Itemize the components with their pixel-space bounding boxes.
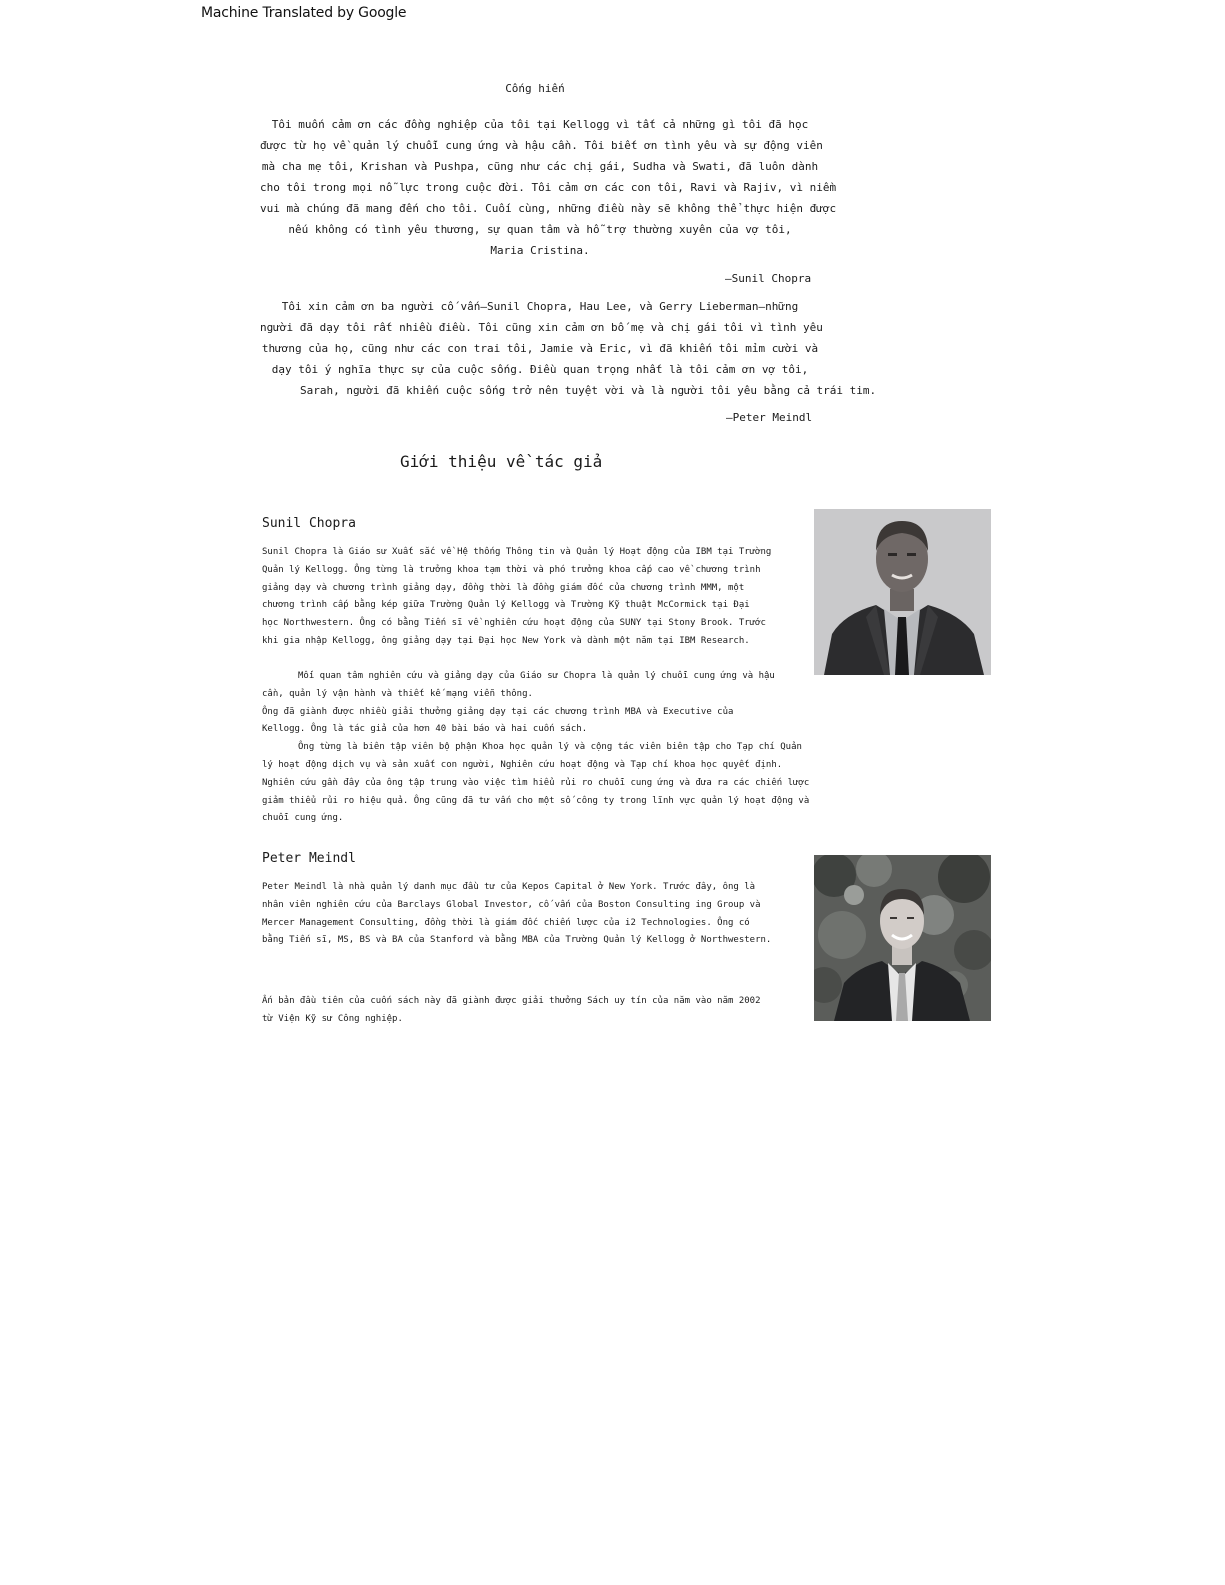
dedication-line: được từ họ về quản lý chuỗi cung ứng và hậu cần. Tôi biết ơn tình yêu và sự động viên (260, 139, 823, 152)
research-line: Nghiên cứu gần đây của ông tập trung vào việc tìm hiểu rủi ro chuỗi cung ứng và đưa ra các chiến lược (262, 777, 810, 788)
author-name-chopra: Sunil Chopra (262, 516, 356, 531)
dedication-line: Tôi xin cảm ơn ba người cố vấn—Sunil Chopra, Hau Lee, và Gerry Lieberman—những (281, 300, 799, 313)
dedication-line: Tôi muốn cảm ơn các đồng nghiệp của tôi tại Kellogg vì tất cả những gì tôi đã học (271, 118, 809, 131)
bio-line: chương trình cấp bằng kép giữa Trường Quản lý Kellogg và Trường Kỹ thuật McCormick tại Đại (262, 600, 750, 611)
author-name-meindl: Peter Meindl (262, 851, 356, 866)
dedication-title: Cống hiến (505, 82, 565, 95)
bio-line: học Northwestern. Ông có bằng Tiến sĩ về nghiên cứu hoạt động của SUNY tại Stony Brook. Trước (262, 618, 766, 629)
research-line: giảm thiểu rủi ro hiệu quả. Ông cũng đã tư vấn cho một số công ty trong lĩnh vực quản lý hoạt động và (262, 795, 810, 806)
bio-line: giảng dạy và chương trình giảng dạy, đồng thời là đồng giám đốc của chương trình MMM, một (262, 582, 745, 593)
dedication-line: Maria Cristina. (490, 244, 590, 257)
bio-line: khi gia nhập Kellogg, ông giảng dạy tại Đại học New York và dành một năm tại IBM Research. (262, 635, 750, 646)
dedication-line: người đã dạy tôi rất nhiều điều. Tôi cũng xin cảm ơn bố mẹ và chị gái tôi vì tình yêu (260, 321, 823, 334)
research-line: chuỗi cung ứng. (262, 813, 344, 824)
chopra-research (262, 668, 809, 828)
research-line: cần, quản lý vận hành và thiết kế mạng viễn thông. (262, 688, 533, 699)
dedication-signature-chopra: —Sunil Chopra (725, 272, 812, 285)
dedication-line: thương của họ, cũng như các con trai tôi, Jamie và Eric, vì đã khiến tôi mỉm cười và (261, 342, 819, 355)
about-authors-title: Giới thiệu về tác giả (400, 452, 603, 471)
award-note (262, 993, 761, 1029)
award-line: từ Viện Kỹ sư Công nghiệp. (262, 1013, 403, 1024)
chopra-photo (814, 509, 991, 675)
dedication-signature-meindl: —Peter Meindl (726, 411, 813, 424)
research-line: Ông đã giành được nhiều giải thưởng giảng dạy tại các chương trình MBA và Executive của (262, 706, 734, 717)
machine-translation-banner: Machine Translated by Google (201, 5, 407, 21)
dedication-line: cho tôi trong mọi nỗ lực trong cuộc đời. Tôi cảm ơn các con tôi, Ravi và Rajiv, vì niềm (260, 181, 837, 194)
chopra-bio (262, 544, 771, 651)
bio-line: nhân viên nghiên cứu của Barclays Global Investor, cố vấn của Boston Consulting ing Group và (262, 899, 761, 910)
meindl-photo (814, 855, 991, 1021)
research-line: lý hoạt động dịch vụ và sản xuất con người, Nghiên cứu hoạt động và Tạp chí khoa học quyết định. (262, 759, 783, 770)
bio-line: Sunil Chopra là Giáo sư Xuất sắc về Hệ thống Thông tin và Quản lý Hoạt động của IBM tại Trường (262, 547, 772, 557)
dedication-line: Sarah, người đã khiến cuộc sống trở nên tuyệt vời và là người tôi yêu bằng cả trái tim. (300, 384, 877, 397)
research-line: Mối quan tâm nghiên cứu và giảng dạy của Giáo sư Chopra là quản lý chuỗi cung ứng và hậu (298, 671, 775, 681)
award-line: Ấn bản đầu tiên của cuốn sách này đã giành được giải thưởng Sách uy tín của năm vào năm 2002 (262, 996, 761, 1006)
bio-line: Peter Meindl là nhà quản lý danh mục đầu tư của Kepos Capital ở New York. Trước đây, ông là (262, 882, 756, 892)
research-line: Kellogg. Ông là tác giả của hơn 40 bài báo và hai cuốn sách. (262, 724, 588, 735)
dedication-line: vui mà chúng đã mang đến cho tôi. Cuối cùng, những điều này sẽ không thể thực hiện được (260, 202, 837, 215)
dedication-line: dạy tôi ý nghĩa thực sự của cuộc sống. Điều quan trọng nhất là tôi cảm ơn vợ tôi, (271, 363, 809, 376)
bio-line: Mercer Management Consulting, đồng thời là giám đốc chiến lược của i2 Technologies. Ông có (262, 917, 750, 928)
bio-line: Quản lý Kellogg. Ông từng là trưởng khoa tạm thời và phó trưởng khoa cấp cao về chương trình (262, 564, 761, 575)
research-line: Ông từng là biên tập viên bộ phận Khoa học quản lý và cộng tác viên biên tập cho Tạp chí Quản (298, 742, 802, 753)
bio-line: bằng Tiến sĩ, MS, BS và BA của Stanford và bằng MBA của Trường Quản lý Kellogg ở Northwestern. (262, 935, 772, 946)
dedication-line: nếu không có tình yêu thương, sự quan tâm và hỗ trợ thường xuyên của vợ tôi, (288, 223, 792, 236)
meindl-bio (262, 879, 771, 950)
dedication-line: mà cha mẹ tôi, Krishan và Pushpa, cũng như các chị gái, Sudha và Swati, đã luôn dành (261, 160, 819, 173)
